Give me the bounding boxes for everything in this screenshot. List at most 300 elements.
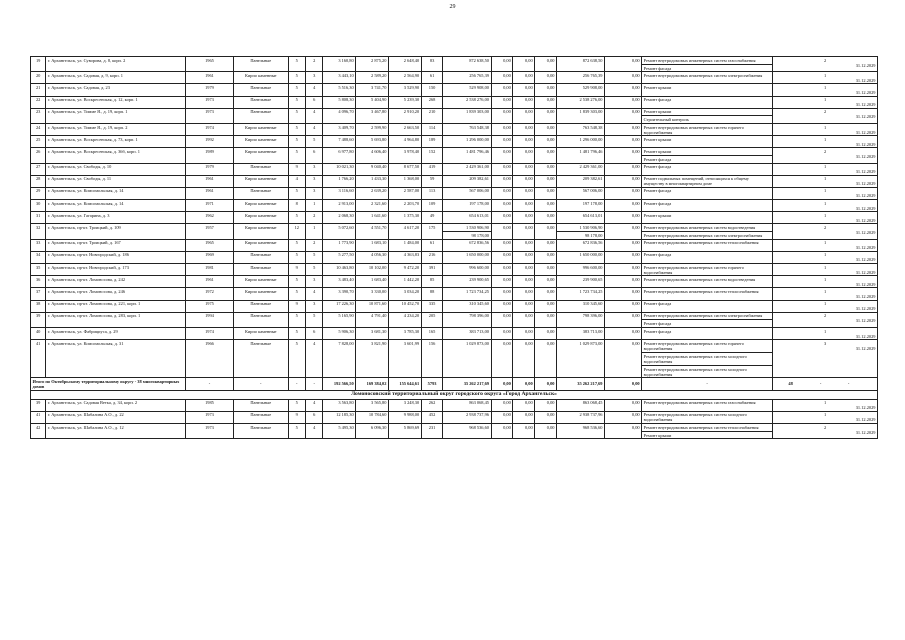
address-value: г. Архангельск, пр-кт. Новгородский, д. 186	[47, 252, 129, 258]
cost-owners-value: 1 029 873,00	[579, 340, 603, 346]
entrances-value: 5	[313, 252, 316, 258]
fund-regional	[513, 136, 535, 148]
fund-regional	[513, 175, 535, 187]
build-year-value: 1972	[205, 288, 214, 294]
work-count: 1	[823, 412, 827, 418]
work-count: 1	[823, 176, 827, 182]
total-area-1: 192 566,50	[323, 378, 356, 390]
cost-owners	[556, 411, 604, 423]
table-row	[31, 148, 878, 163]
area-living	[388, 411, 421, 423]
work-type-item: Ремонт фасада	[643, 328, 672, 334]
build-year-value: 1961	[205, 188, 214, 194]
deadline: 31.12.2029	[855, 257, 876, 263]
wall-material	[233, 72, 288, 84]
row-number	[31, 300, 46, 312]
entrances-value: 2	[313, 212, 316, 218]
floors-value: 9	[295, 412, 298, 418]
row-number	[31, 312, 46, 327]
cost-owners-value: 2 429 361,00	[579, 164, 603, 170]
address-value: г. Архангельск, ул. Комсомольская, д. 31	[47, 340, 124, 346]
floors	[288, 187, 305, 199]
deadline: 31.12.2029	[855, 153, 876, 159]
build-year	[185, 224, 233, 239]
residents-value: 114	[428, 124, 436, 130]
fund-regional-value: 0,00	[524, 176, 533, 182]
work-type-item: Ремонт крыши	[643, 212, 672, 218]
fund-federal	[491, 72, 513, 84]
floors-value: 5	[295, 424, 298, 430]
address-value: г. Архангельск, пр-кт. Ломоносова, д. 283, корп. 1	[47, 313, 141, 319]
fund-regional-value: 0,00	[524, 148, 533, 154]
wall-material-value: Кирпо каменные	[245, 148, 277, 154]
wall-material-value: Кирпо каменные	[245, 72, 277, 78]
area-total	[323, 312, 356, 327]
work-type-item: Ремонт внутридомовых инженерных систем холодного водоснабжения	[642, 365, 772, 377]
entrances-value: 4	[313, 424, 316, 430]
area-total-value: 5 072,60	[338, 225, 354, 231]
fund-federal	[491, 411, 513, 423]
total-dash-entrances: -	[306, 378, 323, 390]
table-row	[31, 84, 878, 96]
floors	[288, 300, 305, 312]
row-number	[31, 96, 46, 108]
area-total	[323, 136, 356, 148]
area-premises	[356, 399, 389, 411]
fund-regional-value: 0,00	[524, 200, 533, 206]
wall-material	[233, 175, 288, 187]
address-value: г. Архангельск, пр-кт. Троицкий, д. 167	[47, 240, 121, 246]
fund-federal-value: 0,00	[503, 97, 511, 103]
cost-other-value: 0,00	[631, 84, 640, 90]
work-types	[642, 239, 773, 251]
total-area-3: 155 644,61	[388, 378, 421, 390]
wall-material-value: Панельные	[250, 400, 272, 406]
area-living	[388, 200, 421, 212]
cost-owners-value: 567 006,00	[582, 188, 603, 194]
residents	[421, 57, 443, 72]
fund-regional-value: 0,00	[524, 109, 533, 115]
floors-value: 5	[295, 288, 298, 294]
repair-cost	[443, 399, 491, 411]
entrances	[306, 212, 323, 224]
cost-owners	[556, 108, 604, 123]
total-fund-2: 0,00	[513, 378, 535, 390]
cost-owners	[556, 123, 604, 135]
fund-federal-value: 0,00	[503, 288, 511, 294]
residents	[421, 424, 443, 439]
repair-cost	[443, 57, 491, 72]
residents	[421, 84, 443, 96]
residents-value: 210	[428, 109, 436, 115]
area-total-value: 5 165,90	[338, 313, 354, 319]
residents-value: 205	[428, 313, 436, 319]
cost-other-value: 0,00	[631, 124, 640, 130]
entrances	[306, 108, 323, 123]
repair-cost-value: 383 713,00	[469, 328, 489, 334]
work-type-item: Ремонт крыши	[642, 431, 772, 438]
work-type-item: Ремонт внутридомовых инженерных систем электроснабжения	[643, 72, 763, 78]
build-year	[185, 108, 233, 123]
entrances	[306, 72, 323, 84]
repair-cost	[443, 239, 491, 251]
area-living-value: 2 910,20	[403, 109, 420, 115]
fund-federal-value: 0,00	[503, 240, 511, 246]
area-premises-value: 4 791,40	[371, 313, 387, 319]
area-total	[323, 72, 356, 84]
fund-local	[535, 251, 557, 263]
entrances	[306, 276, 323, 288]
count-and-deadline	[773, 300, 878, 312]
residents	[421, 399, 443, 411]
deadline: 31.12.2029	[855, 62, 876, 68]
repair-cost-value: 798 396,00	[469, 313, 489, 319]
fund-regional-value: 0,00	[524, 288, 533, 294]
area-premises	[356, 200, 389, 212]
fund-federal-value: 0,00	[503, 136, 511, 142]
wall-material-value: Панельные	[250, 109, 272, 115]
fund-federal-value: 0,00	[503, 400, 511, 406]
count-and-deadline	[773, 72, 878, 84]
fund-local-value: 0,00	[546, 84, 555, 90]
cost-owners	[556, 276, 604, 288]
fund-federal	[491, 187, 513, 199]
repair-cost-value: 863 068,45	[469, 400, 489, 406]
cost-owners	[556, 251, 604, 263]
fund-local-value: 0,00	[546, 313, 555, 319]
deadline: 31.12.2029	[855, 405, 876, 411]
fund-regional	[513, 300, 535, 312]
area-living	[388, 399, 421, 411]
area-living	[388, 312, 421, 327]
fund-local-value: 0,00	[546, 225, 555, 231]
area-living	[388, 251, 421, 263]
count-and-deadline	[773, 200, 878, 212]
entrances	[306, 200, 323, 212]
repair-cost-value: 672 836,56	[469, 240, 489, 246]
floors-value: 5	[295, 313, 298, 319]
work-type-item: Строительный контроль	[642, 115, 772, 122]
fund-local	[535, 57, 557, 72]
area-total	[323, 123, 356, 135]
work-count: 2	[823, 225, 827, 231]
count-and-deadline	[773, 399, 878, 411]
cost-other	[605, 136, 642, 148]
repair-cost-secondary-value: 98 178,00	[443, 231, 490, 238]
wall-material	[233, 264, 288, 276]
fund-federal-value: 0,00	[503, 148, 511, 154]
area-premises	[356, 136, 389, 148]
register-rows-lomonosovsky	[31, 399, 878, 439]
area-total-value: 3 409,70	[338, 124, 354, 130]
cost-owners	[556, 200, 604, 212]
floors	[288, 239, 305, 251]
area-premises-value: 3 681,30	[371, 328, 387, 334]
row-number-value: 34	[35, 252, 41, 258]
row-number-value: 21	[35, 84, 41, 90]
entrances-value: 4	[313, 124, 316, 130]
fund-federal	[491, 424, 513, 439]
row-number	[31, 148, 46, 163]
fund-regional	[513, 340, 535, 378]
row-number-value: 28	[35, 176, 41, 182]
area-living-value: 10 452,70	[401, 301, 420, 307]
work-types	[642, 276, 773, 288]
wall-material	[233, 187, 288, 199]
fund-local-value: 0,00	[546, 124, 555, 130]
entrances	[306, 123, 323, 135]
wall-material	[233, 239, 288, 251]
count-and-deadline	[773, 312, 878, 327]
area-premises-value: 1 683,10	[371, 240, 387, 246]
area-total	[323, 163, 356, 175]
build-year	[185, 276, 233, 288]
row-number	[31, 251, 46, 263]
build-year-value: 1981	[205, 264, 214, 270]
repair-cost	[443, 212, 491, 224]
work-count: 2	[823, 57, 827, 63]
area-premises-value: 3 467,80	[371, 109, 387, 115]
floors-value: 5	[295, 212, 298, 218]
address-value: г. Архангельск, ул. Тимме Я., д. 19, корп. 1	[47, 109, 128, 115]
build-year-value: 1974	[205, 328, 214, 334]
fund-local-value: 0,00	[546, 301, 555, 307]
cost-other	[605, 163, 642, 175]
work-types	[642, 57, 773, 72]
fund-local	[535, 399, 557, 411]
wall-material-value: Панельные	[250, 412, 272, 418]
wall-material	[233, 288, 288, 300]
total-area-2: 169 384,02	[356, 378, 389, 390]
work-count: 2	[823, 424, 827, 430]
area-total	[323, 175, 356, 187]
area-living	[388, 264, 421, 276]
wall-material-value: Кирпо каменные	[245, 276, 277, 282]
work-type-item: Ремонт внутридомовых инженерных систем теплоснабжения	[643, 288, 759, 294]
area-total	[323, 276, 356, 288]
entrances-value: 5	[313, 136, 316, 142]
wall-material-value: Панельные	[250, 264, 272, 270]
row-number-value: 32	[35, 225, 41, 231]
cost-other	[605, 212, 642, 224]
deadline: 31.12.2029	[855, 193, 876, 199]
residents-value: 268	[428, 97, 436, 103]
deadline: 31.12.2029	[855, 77, 876, 83]
area-premises	[356, 148, 389, 163]
fund-local	[535, 175, 557, 187]
entrances	[306, 288, 323, 300]
address-value: г. Архангельск, ул. Воскресенская, д. 73, корп. 1	[47, 136, 138, 142]
cost-owners	[556, 224, 604, 239]
repair-cost	[443, 340, 491, 378]
area-total-value: 5 277,50	[338, 252, 354, 258]
build-year-value: 1973	[205, 412, 214, 418]
build-year	[185, 340, 233, 378]
fund-regional	[513, 187, 535, 199]
repair-cost-value: 763 548,38	[469, 124, 489, 130]
work-type-item: Ремонт фасада	[642, 64, 772, 71]
work-types	[642, 399, 773, 411]
fund-federal	[491, 224, 513, 239]
table-row	[31, 327, 878, 339]
residents	[421, 72, 443, 84]
work-types	[642, 148, 773, 163]
fund-local-value: 0,00	[546, 264, 555, 270]
area-living	[388, 163, 421, 175]
residents	[421, 340, 443, 378]
cost-other-value: 0,00	[631, 424, 640, 430]
deadline: 31.12.2029	[855, 141, 876, 147]
table-row	[31, 136, 878, 148]
fund-federal	[491, 163, 513, 175]
residents-value: 59	[429, 176, 435, 182]
cost-owners-value: 197 178,00	[582, 200, 603, 206]
cost-owners-value: 209 382,61	[582, 176, 603, 182]
wall-material-value: Панельные	[250, 97, 272, 103]
fund-federal	[491, 300, 513, 312]
total-tail	[773, 378, 878, 390]
cost-other	[605, 123, 642, 135]
fund-federal	[491, 239, 513, 251]
area-total-value: 1 766,20	[338, 176, 354, 182]
work-types	[642, 108, 773, 123]
area-premises-value: 4 551,70	[371, 225, 387, 231]
entrances	[306, 312, 323, 327]
build-year	[185, 96, 233, 108]
deadline: 31.12.2029	[855, 318, 876, 324]
floors	[288, 136, 305, 148]
area-living-value: 2 648,40	[403, 57, 420, 63]
residents-value: 175	[428, 225, 436, 231]
deadline: 31.12.2029	[855, 281, 876, 287]
fund-federal-value: 0,00	[503, 340, 511, 346]
residents-value: 152	[428, 148, 436, 154]
fund-federal-value: 0,00	[503, 301, 511, 307]
fund-local	[535, 108, 557, 123]
residents	[421, 163, 443, 175]
cost-owners	[556, 288, 604, 300]
fund-federal	[491, 212, 513, 224]
address	[46, 136, 186, 148]
repair-cost-value: 1 530 906,90	[465, 225, 489, 231]
area-living-value: 5 239,30	[403, 97, 420, 103]
cost-owners-value: 763 548,38	[582, 124, 603, 130]
address	[46, 312, 186, 327]
fund-regional	[513, 288, 535, 300]
area-living-value: 3 529,90	[403, 84, 420, 90]
work-types	[642, 175, 773, 187]
floors-value: 5	[295, 136, 298, 142]
floors-value: 9	[295, 164, 298, 170]
area-total	[323, 411, 356, 423]
cost-other-value: 0,00	[631, 109, 640, 115]
area-total	[323, 212, 356, 224]
entrances	[306, 251, 323, 263]
row-number	[31, 108, 46, 123]
build-year	[185, 136, 233, 148]
area-living	[388, 424, 421, 439]
wall-material	[233, 276, 288, 288]
work-type-item: Ремонт внутридомовых инженерных систем холодного водоснабжения	[642, 352, 772, 364]
address	[46, 340, 186, 378]
wall-material	[233, 136, 288, 148]
address-value: г. Архангельск, ул. Свободы, д. 11	[47, 176, 112, 182]
fund-regional	[513, 264, 535, 276]
fund-federal	[491, 123, 513, 135]
fund-federal-value: 0,00	[503, 109, 511, 115]
work-count: 1	[823, 264, 827, 270]
wall-material-value: Панельные	[250, 340, 272, 346]
area-living	[388, 123, 421, 135]
row-number-value: 42	[35, 424, 41, 430]
fund-regional	[513, 411, 535, 423]
area-total	[323, 327, 356, 339]
wall-material-value: Панельные	[250, 57, 272, 63]
floors	[288, 411, 305, 423]
floors-value: 5	[295, 97, 298, 103]
fund-federal-value: 0,00	[503, 84, 511, 90]
area-premises	[356, 84, 389, 96]
area-living-value: 2 587,00	[403, 188, 420, 194]
floors-value: 5	[295, 109, 298, 115]
fund-regional-value: 0,00	[524, 97, 533, 103]
floors	[288, 57, 305, 72]
count-and-deadline	[773, 108, 878, 123]
fund-federal-value: 0,00	[503, 57, 511, 63]
area-premises	[356, 327, 389, 339]
cost-other	[605, 411, 642, 423]
wall-material	[233, 327, 288, 339]
residents-value: 83	[429, 57, 435, 63]
residents-value: 61	[429, 72, 435, 78]
build-year	[185, 424, 233, 439]
repair-cost	[443, 200, 491, 212]
wall-material-value: Панельные	[250, 313, 272, 319]
build-year-value: 1979	[205, 84, 214, 90]
work-type-item: Ремонт внутридомовых инженерных систем газоснабжения	[643, 57, 756, 63]
fund-local-value: 0,00	[546, 97, 555, 103]
floors-value: 5	[295, 276, 298, 282]
area-total	[323, 300, 356, 312]
fund-regional-value: 0,00	[524, 164, 533, 170]
repair-cost	[443, 72, 491, 84]
work-count: 1	[823, 97, 827, 103]
fund-federal-value: 0,00	[503, 252, 511, 258]
fund-federal-value: 0,00	[503, 313, 511, 319]
wall-material-value: Кирпо каменные	[245, 124, 277, 130]
row-number-value: 33	[35, 240, 41, 246]
floors	[288, 288, 305, 300]
fund-local	[535, 411, 557, 423]
work-type-item: Ремонт внутридомовых инженерных систем электроснабжения	[642, 231, 772, 238]
work-count: 1	[823, 240, 827, 246]
address-value: г. Архангельск, пр-кт. Ломоносова, д. 246	[47, 288, 126, 294]
total-block	[31, 378, 878, 399]
work-types	[642, 163, 773, 175]
fund-local-value: 0,00	[546, 412, 555, 418]
floors	[288, 84, 305, 96]
address	[46, 288, 186, 300]
address	[46, 424, 186, 439]
cost-owners-value: 1 723 734,25	[579, 288, 603, 294]
area-total-value: 6 977,80	[338, 148, 354, 154]
work-type-item: Ремонт подвальных помещений, относящихся к общему имуществу в многоквартирном доме	[643, 176, 749, 187]
row-number	[31, 57, 46, 72]
deadline: 31.12.2029	[855, 333, 876, 339]
repair-cost-value: 197 178,00	[469, 200, 489, 206]
fund-local	[535, 340, 557, 378]
work-count: 1	[823, 400, 827, 406]
